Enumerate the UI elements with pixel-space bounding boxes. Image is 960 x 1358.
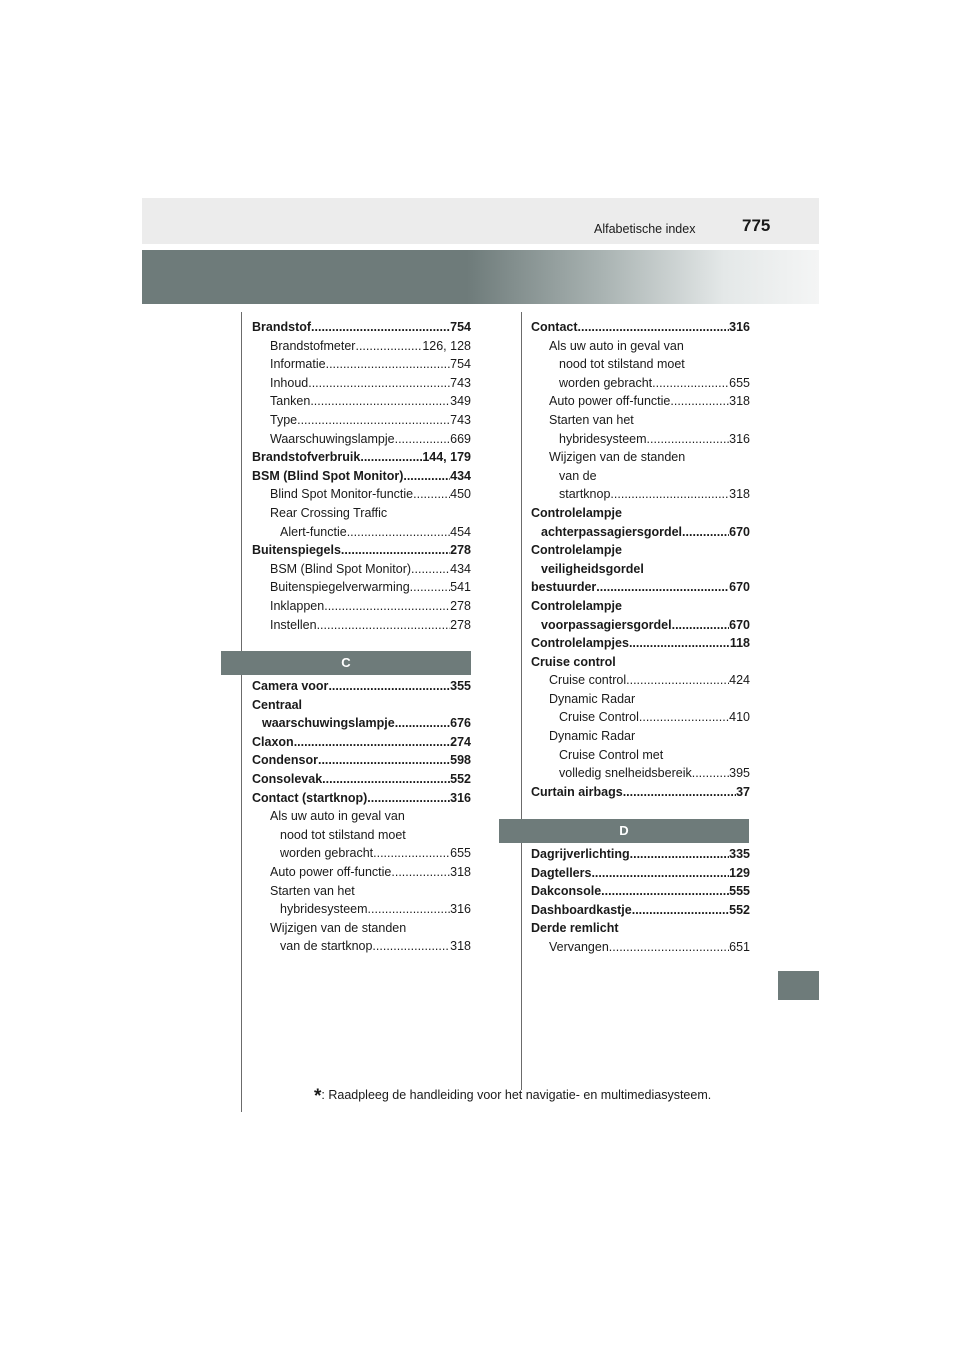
entry-label: Buitenspiegels [252,543,341,558]
entry-page: 278 [450,598,471,613]
index-entry [252,337,471,356]
index-entry [531,764,750,783]
entry-page: 434 [450,468,471,483]
leader-dots [639,708,729,727]
entry-label: Controlelampje [531,505,622,520]
index-entry [531,845,750,864]
index-entry [531,708,750,727]
index-entry [531,653,750,672]
leader-dots [692,764,729,783]
entry-page: 676 [450,716,471,731]
entry-page: 37 [736,784,750,799]
index-entry [252,392,471,411]
entry-page: 552 [450,771,471,786]
leader-dots [294,733,450,752]
entry-page: 278 [450,617,471,632]
leader-dots [630,845,730,864]
entry-page: 743 [450,412,471,427]
entry-label: Inklappen [270,598,325,613]
index-entry [252,751,471,770]
entry-page: 318 [729,394,750,409]
leader-dots [310,392,450,411]
entry-label: startknop [559,487,611,502]
header-gradient-band [142,250,819,304]
entry-page: 349 [450,394,471,409]
leader-dots [403,467,450,486]
index-entry [531,504,750,523]
index-entry [531,882,750,901]
index-entry [531,337,750,356]
entry-label: Cruise control [531,654,616,669]
entry-label: Starten van het [270,883,355,898]
leader-dots [367,789,450,808]
footnote-marker: * [314,1086,322,1107]
entry-label: Dashboardkastje [531,902,632,917]
index-entry [531,392,750,411]
entry-label: hybridesysteem [280,902,368,917]
leader-dots [672,616,730,635]
entry-label: Centraal [252,697,303,712]
index-entry [252,355,471,374]
leader-dots [391,863,450,882]
entry-page: 670 [729,617,750,632]
leader-dots [626,671,729,690]
entry-label: Vervangen [549,939,609,954]
index-entry [252,919,471,938]
entry-label: hybridesysteem [559,431,647,446]
leader-dots [326,355,451,374]
leader-dots [623,783,736,802]
entry-label: Rear Crossing Traffic [270,505,388,520]
entry-label: Dakconsole [531,884,602,899]
leader-dots [609,938,729,957]
entry-label: Claxon [252,734,294,749]
entry-page: 669 [450,431,471,446]
index-entry [252,714,471,733]
entry-page: 743 [450,375,471,390]
index-entry [252,616,471,635]
index-entry [531,901,750,920]
entry-page: 144, 179 [422,450,471,465]
leader-dots [324,597,450,616]
right-column-d-entries [531,845,750,957]
entry-label: veiligheidsgordel [541,561,644,576]
index-entry [531,671,750,690]
entry-page: 318 [450,864,471,879]
entry-label: nood tot stilstand moet [280,827,406,842]
leader-dots [670,392,729,411]
entry-label: Als uw auto in geval van [270,809,405,824]
index-entry [252,863,471,882]
leader-dots [328,677,450,696]
index-entry [531,746,750,765]
entry-page: 316 [729,320,750,334]
entry-page: 318 [450,939,471,954]
entry-label: Cruise Control met [559,747,664,762]
leader-dots [311,318,450,337]
leader-dots [368,900,451,919]
index-entry [252,826,471,845]
entry-page: 318 [729,487,750,502]
index-entry [531,541,750,560]
leader-dots [341,541,450,560]
entry-page: 278 [450,543,471,558]
left-column-b-entries [252,318,471,634]
entry-label: bestuurder [531,580,597,595]
entry-label: Consolevak [252,771,323,786]
leader-dots [355,337,422,356]
leader-dots [629,634,730,653]
entry-page: 316 [450,790,471,805]
column-divider [521,312,522,1090]
index-entry [531,864,750,883]
leader-dots [372,937,450,956]
leader-dots [410,578,450,597]
entry-label: Wijzigen van de standen [270,920,407,935]
index-entry [531,560,750,579]
index-entry [531,467,750,486]
entry-label: Tanken [270,394,311,409]
section-letter-c: C [221,651,471,675]
entry-label: Brandstof [252,320,312,334]
entry-page: 655 [729,375,750,390]
entry-label: volledig snelheidsbereik [559,766,692,781]
leader-dots [322,770,450,789]
index-entry [252,844,471,863]
header-bar [142,198,819,244]
entry-label: Buitenspiegelverwarming [270,580,410,595]
entry-label: Auto power off-functie [549,394,671,409]
index-entry [252,541,471,560]
entry-label: achterpassagiersgordel [541,524,683,539]
entry-page: 395 [729,766,750,781]
entry-label: Wijzigen van de standen [549,450,686,465]
index-entry [252,882,471,901]
entry-page: 434 [450,561,471,576]
entry-page: 670 [729,580,750,595]
index-entry [252,560,471,579]
index-entry [252,504,471,523]
entry-label: Waarschuwingslampje [270,431,395,446]
leader-dots [413,485,450,504]
entry-label: Dynamic Radar [549,729,636,744]
left-column-c-entries [252,677,471,956]
index-entry [252,770,471,789]
entry-label: worden gebracht [280,846,374,861]
entry-label: van de startknop [280,939,373,954]
leader-dots [373,844,450,863]
chapter-thumb-tab [778,971,819,1000]
footnote-text: : Raadpleeg de handleiding voor het navigatie- en multimediasysteem. [321,1088,712,1102]
entry-page: 454 [450,524,471,539]
leader-dots [596,578,729,597]
entry-page: 655 [450,846,471,861]
leader-dots [347,523,450,542]
entry-page: 355 [450,679,471,693]
index-entry [252,485,471,504]
leader-dots [591,864,729,883]
leader-dots [647,430,730,449]
entry-page: 555 [729,884,750,899]
index-entry [531,783,750,802]
index-entry [252,523,471,542]
index-entry [252,578,471,597]
entry-page: 129 [729,865,750,880]
entry-label: Cruise control [549,673,627,688]
entry-page: 126, 128 [422,338,471,353]
index-entry [252,597,471,616]
leader-dots [652,374,729,393]
leader-dots [317,616,451,635]
index-entry [252,900,471,919]
index-entry [252,318,471,337]
index-entry [531,523,750,542]
entry-page: 598 [450,753,471,768]
leader-dots [395,430,451,449]
entry-page: 754 [450,320,471,334]
leader-dots [682,523,729,542]
entry-page: 424 [729,673,750,688]
entry-label: Camera voor [252,679,329,693]
entry-label: Dynamic Radar [549,691,636,706]
entry-label: Contact [531,320,578,334]
index-entry [252,937,471,956]
entry-label: Derde remlicht [531,921,619,936]
index-entry [531,578,750,597]
entry-page: 552 [729,902,750,917]
leader-dots [411,560,450,579]
entry-label: Brandstofverbruik [252,450,361,465]
leader-dots [632,901,729,920]
index-entry [252,430,471,449]
entry-label: Controlelampjes [531,636,629,651]
entry-page: 335 [729,847,750,861]
entry-label: worden gebracht [559,375,653,390]
index-entry [531,318,750,337]
entry-label: Brandstofmeter [270,338,356,353]
leader-dots [578,318,730,337]
entry-label: Type [270,412,298,427]
index-entry [531,634,750,653]
entry-label: Blind Spot Monitor-functie [270,487,414,502]
index-entry [531,727,750,746]
left-margin-rule [241,312,242,1112]
entry-label: voorpassagiersgordel [541,617,672,632]
index-entry [531,355,750,374]
index-entry [531,448,750,467]
index-entry [531,430,750,449]
entry-label: nood tot stilstand moet [559,357,685,372]
entry-label: Inhoud [270,375,309,390]
entry-page: 754 [450,357,471,372]
index-entry [531,374,750,393]
entry-label: Auto power off-functie [270,864,392,879]
index-entry [252,467,471,486]
entry-page: 118 [729,636,750,651]
entry-label: Dagrijverlichting [531,847,630,861]
footnote [314,1086,711,1108]
entry-label: Contact (startknop) [252,790,368,805]
leader-dots [395,714,450,733]
index-entry [531,616,750,635]
entry-label: Cruise Control [559,710,639,725]
section-title: Alfabetische index [594,222,696,236]
entry-page: 450 [450,487,471,502]
entry-page: 316 [729,431,750,446]
index-entry [531,919,750,938]
entry-label: Informatie [270,357,326,372]
page-number: 775 [742,216,771,235]
index-entry [531,690,750,709]
index-entry [252,677,471,696]
entry-label: Condensor [252,753,318,768]
index-entry [531,597,750,616]
index-entry [252,696,471,715]
entry-label: Als uw auto in geval van [549,338,684,353]
index-entry [252,807,471,826]
index-entry [252,789,471,808]
leader-dots [297,411,450,430]
entry-label: Alert-functie [280,524,347,539]
entry-label: Controlelampje [531,543,622,558]
index-entry [252,411,471,430]
entry-label: BSM (Blind Spot Monitor) [270,561,412,576]
leader-dots [610,485,729,504]
index-entry [531,938,750,957]
entry-label: Instellen [270,617,317,632]
entry-page: 651 [729,939,750,954]
entry-label: Curtain airbags [531,784,623,799]
index-entry [252,448,471,467]
index-entry [252,374,471,393]
entry-page: 274 [450,734,471,749]
right-column-c-entries [531,318,750,801]
leader-dots [308,374,450,393]
section-letter-d: D [499,819,749,843]
leader-dots [601,882,729,901]
index-entry [531,411,750,430]
entry-label: Dagtellers [531,865,592,880]
entry-label: waarschuwingslampje [262,716,395,731]
entry-page: 410 [729,710,750,725]
entry-label: Starten van het [549,412,634,427]
entry-label: BSM (Blind Spot Monitor) [252,468,404,483]
entry-label: van de [559,468,597,483]
entry-page: 316 [450,902,471,917]
leader-dots [318,751,450,770]
index-entry [252,733,471,752]
index-entry [531,485,750,504]
entry-page: 670 [729,524,750,539]
entry-label: Controlelampje [531,598,622,613]
leader-dots [360,448,422,467]
entry-page: 541 [450,580,471,595]
